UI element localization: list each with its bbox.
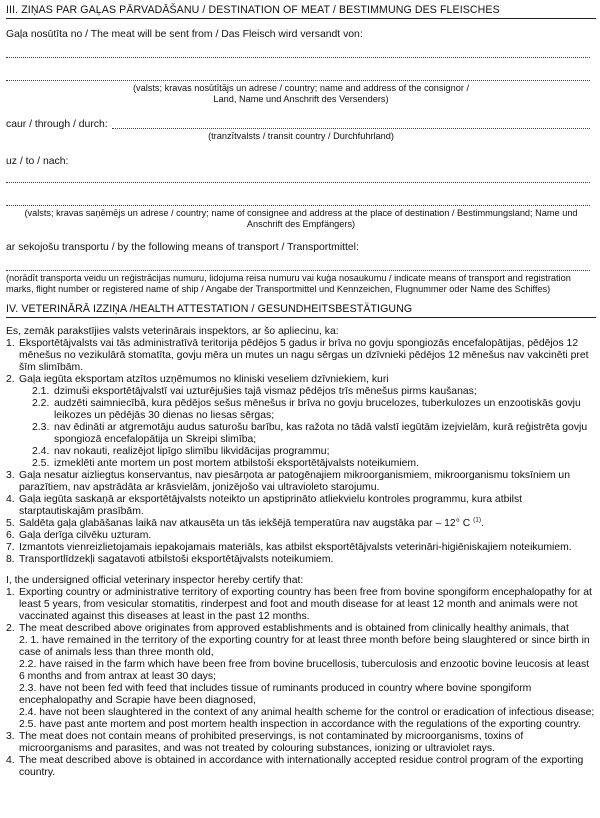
- list-item: 4. Gaļa iegūta saskaņā ar eksportētājvalsts noteikto un apstiprināto atliekvielu kontroles programmu, kura atbilst starptautiskajām prasībām.: [6, 494, 523, 517]
- footnote-marker: (1): [473, 516, 482, 524]
- list-item: 1. Exporting country or administrative territory of exporting country has been free from bovine spongiform encephalopathy for at least 5 years, from vesicular stomatitis, rinderpest and foot and mouth disease for at least 12 month and animals were not vaccinated against this diseases at least in the past 12 months.: [6, 587, 592, 622]
- sub-item: 2.5. izmeklēti ante mortem un post mortem atbilstoši eksportētājvalsts noteikumiem.: [32, 458, 419, 469]
- en-intro: I, the undersigned official veterinary inspector hereby certify that:: [6, 575, 304, 586]
- consignor-note-2: Land, Name und Anschrift des Versenders): [213, 94, 389, 104]
- sub-item: 2. 1. have remained in the territory of the exporting country for at least three month before being slaughtered or since birth in case of animals less than three month old,: [19, 635, 590, 658]
- list-item: 2. The meat described above originates from approved establishments and is obtained from clinically healthy animals, that: [6, 623, 569, 634]
- lv-list: [6, 338, 596, 566]
- consignee-note-1: (valsts; kravas saņēmējs un adrese / country; name of consignee and address at the place of destination / Bestimmungsland; Name und: [24, 208, 578, 218]
- through-label: caur / through / durch:: [6, 119, 108, 130]
- header-rule-2: [6, 317, 596, 318]
- transport-label: ar sekojošu transportu / by the following means of transport / Transportmittel:: [6, 242, 359, 253]
- list-item: 4. The meat described above is obtained in accordance with internationally accepted residue control program of the exporting country.: [6, 755, 584, 778]
- transport-note: (norādīt transporta veidu un reģistrācijas numuru, lidojuma reisa numuru vai kuģa nosaukumu / indicate means of transport and registration marks, flight number or registered name of ship / Angabe der Transportmittel und Kennzeichen, Flugnummer oder Name des Schiffes): [6, 273, 571, 294]
- header-rule: [6, 18, 596, 19]
- section3-header: III. ZIŅAS PAR GAĻAS PĀRVADĀŠANU / DESTINATION OF MEAT / BESTIMMUNG DES FLEISCHES: [6, 4, 500, 16]
- list-item: 6. Gaļa derīga cilvēku uzturam.: [6, 530, 152, 541]
- consignor-note-1: (valsts; kravas nosūtītājs un adrese / country; name and address of the consignor /: [132, 83, 470, 93]
- list-item: 5. Saldēta gaļa glabāšanas laikā nav atkausēta un tās iekšējā temperatūra nav augstāka par – 12° C $^{(1)}$.: [6, 516, 484, 529]
- lv-intro: Es, zemāk parakstījies valsts veterinārais inspektors, ar šo apliecinu, ka:: [6, 326, 339, 337]
- transport-line: [6, 260, 590, 271]
- sent-from-label: Gaļa nosūtīta no / The meat will be sent from / Das Fleisch wird versandt von:: [6, 29, 363, 40]
- section4-header: IV. VETERINĀRĀ IZZIŅA /HEALTH ATTESTATION / GESUNDHEITSBESTÄTIGUNG: [6, 303, 413, 315]
- sub-item: 2.3. nav ēdināti ar atgremotāju audus saturošu barību, kas ražota no tādā valstī iegūtām izejvielām, kurā reģistrēta govju spongiozā encefalopātija un Skreipi slimība;: [32, 422, 588, 445]
- list-item: 7. Izmantots vienreizlietojamais iepakojamais materiāls, kas atbilst eksportētājvalsts veterināri-higiēniskajiem noteikumiem.: [6, 542, 572, 553]
- sub-item: 2.4. have not been slaughtered in the context of any animal health scheme for the control or eradication of infectious disease;: [19, 707, 595, 718]
- certificate-page: [6, 4, 596, 779]
- sub-item: 2.3. have not been fed with feed that includes tissue of ruminants produced in country where bovine spongiform encephalopathy and Scrapie have been diagnosed,: [19, 683, 532, 706]
- consignee-line-2: [6, 195, 590, 206]
- sub-item: 2.2. audzēti saimniecībā, kura pēdējos sešus mēnešus ir brīva no govju brucelozes, tuberkulozes un enzootiskās govju leikozes un pēdējās 30 dienas no liesas sērgas;: [32, 398, 581, 421]
- consignee-line-1: [6, 172, 590, 183]
- list-item: 2. Gaļa iegūta eksportam atzītos uzņēmumos no kliniski veseliem dzīvniekiem, kuri: [6, 374, 389, 385]
- consignee-note-2: Anschrift des Empfängers): [246, 219, 356, 229]
- sub-item: 2.2. have raised in the farm which have been free from bovine brucellosis, tuberculosis and enzootic bovine leucosis at least 6 months and from antrax at least 30 days;: [19, 659, 590, 682]
- sub-item: 2.4. nav nokauti, realizējot lipīgo slimību likvidācijas programmu;: [32, 446, 330, 457]
- through-line: [112, 120, 590, 129]
- consignor-line-2: [6, 70, 590, 81]
- list-item: 1. Eksportētājvalsts vai tās administratīvā teritorija pēdējos 5 gadus ir brīva no govju spongiozās encefalopātijas, pēdējos 12 mēnešus no vezikulārā stomatīta, govju mēra un mutes un nagu sērgas un dzīvnieki pēdējos 12 mēnešus nav vakcinēti pret šīm slimībām.: [6, 338, 589, 373]
- sub-item: 2.5. have past ante mortem and post mortem health inspection in accordance with the regulations of the exporting country.: [19, 719, 581, 730]
- list-item: 3. The meat does not contain means of prohibited preservings, is not contaminated by microorganisms, toxins of microorganisms and parasites, and was not treated by colouring substances, ionizing or ultraviolet rays.: [6, 731, 524, 754]
- through-row: [6, 119, 596, 131]
- list-item: 8. Transportlīdzekļi sagatavoti atbilstoši eksportētājvalsts noteikumiem.: [6, 554, 334, 565]
- en-list: [6, 587, 596, 779]
- list-item: 3. Gaļa nesatur aizliegtus konservantus, nav piesārņota ar patogēnajiem mikroorganismiem, mikroorganismu toksīniem un parazītiem, nav apstrādāta ar krāsvielām, jonizējošo vai ultravioleto starojumu.: [6, 470, 570, 493]
- to-label: uz / to / nach:: [6, 156, 69, 167]
- sub-item: 2.1. dzimuši eksportētājvalstī vai uzturējušies tajā vismaz pēdējos trīs mēnešus pirms kaušanas;: [32, 386, 477, 397]
- consignor-line-1: [6, 47, 590, 58]
- transit-note: (tranzītvalsts / transit country / Durchfuhrland): [208, 131, 394, 141]
